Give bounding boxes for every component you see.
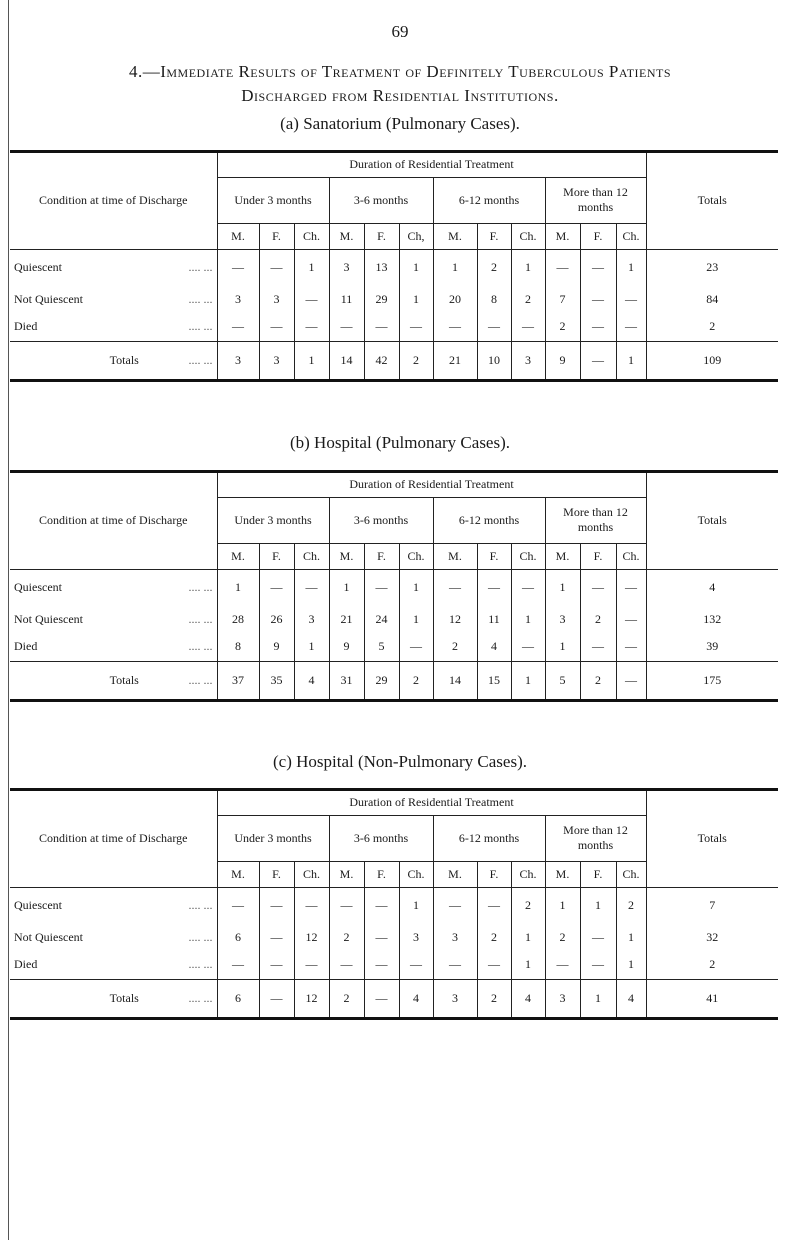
value-cell: — <box>545 249 580 285</box>
value-cell: 1 <box>616 341 646 379</box>
value-cell: 3 <box>399 923 433 951</box>
table-row <box>10 285 778 313</box>
value-cell: — <box>399 951 433 979</box>
sub-header: F. <box>364 543 399 569</box>
value-cell: — <box>259 979 294 1017</box>
leader-dots: .... ... <box>188 319 213 334</box>
value-cell: 8 <box>477 285 511 313</box>
row-label: Died <box>14 639 38 654</box>
value-cell: 13 <box>364 249 399 285</box>
value-cell: — <box>329 313 364 341</box>
group-header: 3-6 months <box>329 177 433 223</box>
sub-header: F. <box>580 223 616 249</box>
sub-header: F. <box>580 861 616 887</box>
value-cell: — <box>511 313 545 341</box>
value-cell: — <box>259 923 294 951</box>
total-cell: 4 <box>646 569 778 605</box>
duration-header: Duration of Residential Treatment <box>217 791 646 815</box>
value-cell: 1 <box>329 569 364 605</box>
sub-header: Ch. <box>616 223 646 249</box>
value-cell: — <box>625 319 637 334</box>
total-cell: 41 <box>646 979 778 1017</box>
value-cell: 9 <box>545 341 580 379</box>
page-margin-rule <box>8 0 9 1240</box>
total-cell: 84 <box>646 285 778 313</box>
sub-header: Ch. <box>399 543 433 569</box>
value-cell: — <box>364 887 399 923</box>
table-bottom-rule-cell <box>10 1017 778 1019</box>
sub-header: Ch. <box>294 543 329 569</box>
row-label-cell <box>10 569 217 605</box>
leader-dots: .... ... <box>188 611 213 626</box>
value-cell: 5 <box>364 633 399 661</box>
row-label-cell <box>10 923 217 951</box>
value-cell: 24 <box>364 605 399 633</box>
value-cell: 1 <box>511 605 545 633</box>
leader-dots: .... ... <box>188 639 213 654</box>
value-cell: 1 <box>217 569 259 605</box>
value-cell: — <box>580 951 616 979</box>
sub-header: M. <box>217 543 259 569</box>
value-cell: 3 <box>545 605 580 633</box>
value-cell: — <box>433 313 477 341</box>
value-cell: — <box>580 313 616 341</box>
row-label: Not Quiescent <box>14 291 83 306</box>
value-cell: — <box>294 313 329 341</box>
value-cell: 29 <box>364 285 399 313</box>
value-cell: — <box>294 887 329 923</box>
totals-row <box>10 979 778 1017</box>
value-cell: — <box>329 887 364 923</box>
table-c-caption: (c) Hospital (Non-Pulmonary Cases). <box>272 752 527 771</box>
title-line-2: Discharged from Residential Institutions. <box>241 86 559 105</box>
value-cell: 8 <box>217 633 259 661</box>
value-cell: 26 <box>259 605 294 633</box>
sub-header: M. <box>329 543 364 569</box>
value-cell: 11 <box>329 285 364 313</box>
totals-row <box>10 341 778 379</box>
value-cell: 20 <box>433 285 477 313</box>
value-cell: 9 <box>329 633 364 661</box>
value-cell: 4 <box>511 979 545 1017</box>
page-number: 69 <box>391 22 409 41</box>
sub-header: Ch. <box>511 861 545 887</box>
leader-dots: .... ... <box>188 929 213 944</box>
leader-dots: .... ... <box>188 352 213 367</box>
sub-header: F. <box>477 861 511 887</box>
sub-header: Ch. <box>294 223 329 249</box>
sub-header: Ch. <box>511 223 545 249</box>
totals-label: Totals <box>109 990 139 1005</box>
totals-label: Totals <box>109 672 139 687</box>
sub-header: M. <box>329 861 364 887</box>
group-header: More than 12 months <box>563 823 628 852</box>
value-cell: 2 <box>616 887 646 923</box>
value-cell: 2 <box>511 887 545 923</box>
value-cell: 29 <box>364 661 399 699</box>
totals-header: Totals <box>646 153 778 249</box>
value-cell: — <box>217 951 259 979</box>
table-b <box>10 470 778 702</box>
sub-header: F. <box>259 543 294 569</box>
table-row <box>10 605 778 633</box>
value-cell: 1 <box>580 887 616 923</box>
sub-header: F. <box>259 223 294 249</box>
value-cell: — <box>259 951 294 979</box>
value-cell: — <box>433 951 477 979</box>
total-cell: 109 <box>646 341 778 379</box>
value-cell: — <box>259 313 294 341</box>
value-cell: 1 <box>628 957 634 972</box>
value-cell: 3 <box>217 341 259 379</box>
value-cell: 1 <box>511 249 545 285</box>
value-cell: 2 <box>433 633 477 661</box>
leader-dots: .... ... <box>188 259 213 274</box>
value-cell: 10 <box>477 341 511 379</box>
row-label: Quiescent <box>14 259 62 274</box>
sub-header: M. <box>329 223 364 249</box>
page-title <box>0 60 800 108</box>
row-label: Not Quiescent <box>14 929 83 944</box>
value-cell: — <box>294 569 329 605</box>
value-cell: 14 <box>433 661 477 699</box>
table-a-body <box>10 249 778 381</box>
value-cell: 3 <box>433 979 477 1017</box>
group-header: More than 12 months <box>563 505 628 534</box>
totals-header: Totals <box>646 791 778 887</box>
value-cell: 1 <box>294 249 329 285</box>
table-row <box>10 951 778 979</box>
sub-header: Ch, <box>399 223 433 249</box>
leader-dots: .... ... <box>188 579 213 594</box>
value-cell: — <box>433 569 477 605</box>
value-cell: — <box>545 951 580 979</box>
value-cell: 37 <box>217 661 259 699</box>
value-cell: — <box>294 285 329 313</box>
table-a-caption: (a) Sanatorium (Pulmonary Cases). <box>280 114 520 133</box>
table-a <box>10 150 778 382</box>
value-cell: 2 <box>477 923 511 951</box>
value-cell: 35 <box>259 661 294 699</box>
value-cell: 4 <box>477 633 511 661</box>
group-header: Under 3 months <box>217 177 329 223</box>
sub-header: F. <box>364 223 399 249</box>
row-label-cell <box>10 249 217 285</box>
duration-header: Duration of Residential Treatment <box>217 473 646 497</box>
condition-header: Condition at time of Discharge <box>10 473 217 569</box>
value-cell: 3 <box>294 605 329 633</box>
table-b-body <box>10 569 778 701</box>
value-cell: 7 <box>545 285 580 313</box>
total-cell: 39 <box>646 633 778 661</box>
value-cell: 3 <box>259 341 294 379</box>
value-cell: — <box>294 951 329 979</box>
value-cell: — <box>399 313 433 341</box>
value-cell: — <box>217 313 259 341</box>
value-cell: 1 <box>294 341 329 379</box>
value-cell: 1 <box>628 929 634 944</box>
value-cell: 1 <box>433 249 477 285</box>
value-cell: — <box>433 887 477 923</box>
leader-dots: .... ... <box>188 291 213 306</box>
table-bottom-rule <box>10 699 778 701</box>
row-label-cell <box>10 951 217 979</box>
row-label-cell <box>10 633 217 661</box>
sub-header: F. <box>477 223 511 249</box>
table-row <box>10 887 778 923</box>
sub-header: Ch. <box>399 861 433 887</box>
condition-header: Condition at time of Discharge <box>10 153 217 249</box>
value-cell: 2 <box>545 313 580 341</box>
value-cell: 2 <box>477 979 511 1017</box>
sub-header: F. <box>580 543 616 569</box>
value-cell: — <box>625 291 637 306</box>
sub-header: M. <box>433 223 477 249</box>
value-cell: 1 <box>616 249 646 285</box>
value-cell: 12 <box>433 605 477 633</box>
total-cell: 175 <box>646 661 778 699</box>
total-cell: 2 <box>646 313 778 341</box>
row-label-cell <box>10 313 217 341</box>
value-cell: 15 <box>477 661 511 699</box>
value-cell: — <box>364 569 399 605</box>
row-label: Died <box>14 957 38 972</box>
value-cell: 3 <box>433 923 477 951</box>
value-cell: — <box>477 313 511 341</box>
table-c <box>10 788 778 1020</box>
totals-label-cell <box>10 979 217 1017</box>
sub-header: Ch. <box>616 543 646 569</box>
value-cell: 4 <box>294 661 329 699</box>
total-cell: 7 <box>646 887 778 923</box>
value-cell: 1 <box>511 923 545 951</box>
table-row <box>10 313 778 341</box>
totals-label: Totals <box>109 352 139 367</box>
sub-header: F. <box>259 861 294 887</box>
row-label: Died <box>14 319 38 334</box>
value-cell: — <box>364 923 399 951</box>
total-cell: 2 <box>646 951 778 979</box>
table-bottom-rule <box>10 1017 778 1019</box>
value-cell: — <box>580 249 616 285</box>
value-cell: 6 <box>217 923 259 951</box>
table-bottom-rule-cell <box>10 379 778 381</box>
table-row <box>10 923 778 951</box>
value-cell: — <box>217 887 259 923</box>
value-cell: 4 <box>399 979 433 1017</box>
value-cell: — <box>217 249 259 285</box>
sub-header: F. <box>477 543 511 569</box>
value-cell: 21 <box>329 605 364 633</box>
value-cell: 9 <box>259 633 294 661</box>
value-cell: 2 <box>399 341 433 379</box>
value-cell: 1 <box>399 605 433 633</box>
value-cell: 31 <box>329 661 364 699</box>
total-cell: 132 <box>646 605 778 633</box>
group-header: 3-6 months <box>329 815 433 861</box>
sub-header: M. <box>545 543 580 569</box>
sub-header: Ch. <box>616 861 646 887</box>
table-b-caption: (b) Hospital (Pulmonary Cases). <box>289 433 511 452</box>
leader-dots: .... ... <box>188 672 213 687</box>
value-cell: — <box>259 249 294 285</box>
value-cell: 1 <box>399 285 433 313</box>
leader-dots: .... ... <box>188 990 213 1005</box>
table-row <box>10 633 778 661</box>
row-label: Not Quiescent <box>14 611 83 626</box>
value-cell: — <box>511 633 545 661</box>
duration-header: Duration of Residential Treatment <box>217 153 646 177</box>
group-header: 6-12 months <box>433 177 545 223</box>
value-cell: 42 <box>364 341 399 379</box>
value-cell: — <box>625 611 637 626</box>
table-c-body <box>10 887 778 1019</box>
value-cell: 12 <box>294 923 329 951</box>
value-cell: — <box>616 661 646 699</box>
value-cell: 2 <box>511 285 545 313</box>
value-cell: 2 <box>545 923 580 951</box>
sub-header: M. <box>545 223 580 249</box>
group-header: 6-12 months <box>433 815 545 861</box>
value-cell: 1 <box>511 951 545 979</box>
value-cell: — <box>580 341 616 379</box>
value-cell: — <box>477 887 511 923</box>
value-cell: 11 <box>477 605 511 633</box>
totals-header: Totals <box>646 473 778 569</box>
value-cell: 2 <box>399 661 433 699</box>
value-cell: — <box>364 951 399 979</box>
value-cell: 14 <box>329 341 364 379</box>
value-cell: — <box>259 887 294 923</box>
value-cell: 2 <box>580 605 616 633</box>
value-cell: — <box>399 633 433 661</box>
row-label-cell <box>10 285 217 313</box>
table-bottom-rule-cell <box>10 699 778 701</box>
value-cell: — <box>477 951 511 979</box>
value-cell: — <box>625 639 637 654</box>
group-header: More than 12 months <box>563 185 628 214</box>
value-cell: — <box>616 569 646 605</box>
total-cell: 32 <box>646 923 778 951</box>
sub-header: M. <box>545 861 580 887</box>
group-header: Under 3 months <box>217 497 329 543</box>
sub-header: M. <box>433 861 477 887</box>
value-cell: — <box>259 569 294 605</box>
value-cell: 21 <box>433 341 477 379</box>
row-label-cell <box>10 887 217 923</box>
table-row <box>10 249 778 285</box>
value-cell: — <box>329 951 364 979</box>
value-cell: 3 <box>329 249 364 285</box>
value-cell: 1 <box>399 887 433 923</box>
sub-header: F. <box>364 861 399 887</box>
value-cell: 3 <box>217 285 259 313</box>
value-cell: 1 <box>580 979 616 1017</box>
value-cell: 1 <box>399 569 433 605</box>
sub-header: Ch. <box>511 543 545 569</box>
value-cell: — <box>580 923 616 951</box>
totals-row <box>10 661 778 699</box>
value-cell: 4 <box>616 979 646 1017</box>
totals-label-cell <box>10 661 217 699</box>
totals-label-cell <box>10 341 217 379</box>
value-cell: — <box>364 979 399 1017</box>
group-header: Under 3 months <box>217 815 329 861</box>
value-cell: 3 <box>259 285 294 313</box>
row-label: Quiescent <box>14 579 62 594</box>
value-cell: 1 <box>545 887 580 923</box>
title-line-1: 4.—Immediate Results of Treatment of Definitely Tuberculous Patients <box>128 62 672 81</box>
leader-dots: .... ... <box>188 957 213 972</box>
value-cell: — <box>580 633 616 661</box>
value-cell: — <box>477 569 511 605</box>
value-cell: 3 <box>511 341 545 379</box>
value-cell: — <box>580 569 616 605</box>
sub-header: M. <box>217 223 259 249</box>
value-cell: 3 <box>545 979 580 1017</box>
table-row <box>10 569 778 605</box>
value-cell: 2 <box>580 661 616 699</box>
value-cell: 6 <box>217 979 259 1017</box>
sub-header: M. <box>433 543 477 569</box>
value-cell: 2 <box>329 979 364 1017</box>
leader-dots: .... ... <box>188 897 213 912</box>
value-cell: 2 <box>329 923 364 951</box>
value-cell: 1 <box>399 249 433 285</box>
value-cell: 1 <box>545 569 580 605</box>
value-cell: — <box>364 313 399 341</box>
table-bottom-rule <box>10 379 778 381</box>
sub-header: M. <box>217 861 259 887</box>
value-cell: 1 <box>511 661 545 699</box>
value-cell: 28 <box>217 605 259 633</box>
group-header: 6-12 months <box>433 497 545 543</box>
value-cell: 5 <box>545 661 580 699</box>
value-cell: — <box>580 285 616 313</box>
sub-header: Ch. <box>294 861 329 887</box>
row-label: Quiescent <box>14 897 62 912</box>
value-cell: 12 <box>294 979 329 1017</box>
value-cell: 1 <box>294 633 329 661</box>
value-cell: 1 <box>545 633 580 661</box>
total-cell: 23 <box>646 249 778 285</box>
value-cell: 2 <box>477 249 511 285</box>
value-cell: — <box>511 569 545 605</box>
condition-header: Condition at time of Discharge <box>10 791 217 887</box>
group-header: 3-6 months <box>329 497 433 543</box>
row-label-cell <box>10 605 217 633</box>
